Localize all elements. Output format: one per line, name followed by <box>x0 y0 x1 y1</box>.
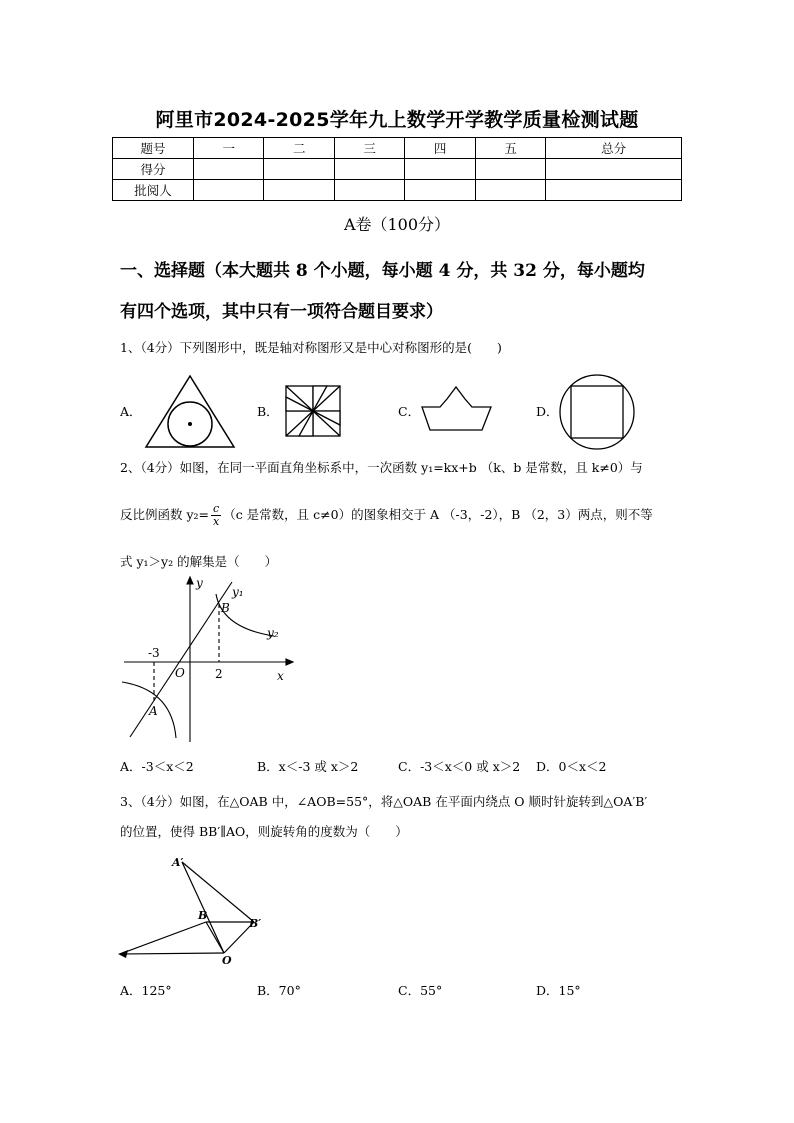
header-cell: 二 <box>264 138 334 159</box>
q2-option-b[interactable]: B．x＜-3 或 x＞2 <box>257 759 359 774</box>
c-over-x-fraction <box>211 503 221 528</box>
point-o-label: O <box>222 954 232 967</box>
segment-a1b1 <box>182 862 254 922</box>
page-title: 阿里市2024-2025学年九上数学开学教学质量检测试题 <box>155 109 639 131</box>
header-cell: 总分 <box>546 138 682 159</box>
tick-label-neg3: -3 <box>148 646 160 660</box>
score-cell[interactable] <box>546 180 682 201</box>
q3-option-d[interactable]: D．15° <box>536 983 581 998</box>
point-b-label: B <box>198 909 208 922</box>
point-a-marker <box>118 950 128 958</box>
score-cell[interactable] <box>334 180 404 201</box>
score-cell[interactable] <box>194 180 264 201</box>
header-cell: 题号 <box>113 138 194 159</box>
point-b1-label: B′ <box>249 917 262 930</box>
header-cell: 四 <box>405 138 475 159</box>
q1-figure-c <box>420 385 495 433</box>
y-axis-label: y <box>196 576 203 590</box>
q1-option-c-label[interactable]: C． <box>398 404 421 419</box>
point-a-label: A <box>149 704 158 718</box>
square-shape <box>571 386 623 438</box>
q2-line2 <box>120 498 690 532</box>
origin-label: O <box>175 666 185 680</box>
y2-label: y₂ <box>267 626 279 640</box>
point-a1-label: A′ <box>172 856 184 869</box>
header-cell: 三 <box>334 138 404 159</box>
score-cell[interactable] <box>194 159 264 180</box>
q2-option-a[interactable]: A．-3＜x＜2 <box>120 759 194 774</box>
q3-line1: 3、（4分）如图，在△OAB 中，∠AOB=55°，将△OAB 在平面内绕点 O 顺时针旋转到△OA′B′ <box>120 794 648 809</box>
score-table <box>112 137 682 201</box>
triangle-shape <box>146 376 234 447</box>
score-table-header-row <box>113 138 682 159</box>
row-label: 批阅人 <box>113 180 194 201</box>
segment-ao <box>120 953 224 954</box>
q3-option-c[interactable]: C．55° <box>398 983 443 998</box>
x-axis-arrow <box>286 659 293 665</box>
score-cell[interactable] <box>475 180 545 201</box>
fraction-denominator: x <box>213 515 220 528</box>
fraction-numerator: c <box>213 502 220 515</box>
score-cell[interactable] <box>264 180 334 201</box>
q1-figure-d <box>557 372 637 452</box>
center-dot <box>188 422 192 426</box>
q1-option-d-label[interactable]: D． <box>536 404 559 419</box>
score-cell[interactable] <box>475 159 545 180</box>
q2-graph <box>118 574 298 746</box>
q3-option-b[interactable]: B．70° <box>257 983 301 998</box>
row-label: 得分 <box>113 159 194 180</box>
q2-line2-prefix: 反比例函数 y₂= <box>120 507 210 522</box>
header-cell: 五 <box>475 138 545 159</box>
q2-line1: 2、（4分）如图，在同一平面直角坐标系中，一次函数 y₁=kx+b （k、b 是常数，且 k≠0）与 <box>120 460 643 475</box>
score-table-row <box>113 159 682 180</box>
part1-title-line1: 一、选择题（本大题共 8 个小题，每小题 4 分，共 32 分，每小题均 <box>120 261 645 281</box>
segment-ab <box>120 922 206 954</box>
q1-figure-b <box>283 383 343 439</box>
segment-a1o <box>182 862 224 953</box>
line-y1 <box>130 582 232 737</box>
point-b-label: B <box>221 601 230 615</box>
q1-stem: 1、（4分）下列图形中，既是轴对称图形又是中心对称图形的是( ) <box>120 340 502 355</box>
score-cell[interactable] <box>264 159 334 180</box>
q3-option-a[interactable]: A．125° <box>120 983 172 998</box>
y1-label: y₁ <box>232 585 244 599</box>
header-cell: 一 <box>194 138 264 159</box>
q2-option-c[interactable]: C．-3＜x＜0 或 x＞2 <box>398 759 521 774</box>
q2-option-d[interactable]: D．0＜x＜2 <box>536 759 607 774</box>
y-axis-arrow <box>187 577 193 584</box>
q3-line2: 的位置，使得 BB′∥AO，则旋转角的度数为（ ） <box>120 824 408 839</box>
q1-option-b-label[interactable]: B． <box>257 404 279 419</box>
score-cell[interactable] <box>334 159 404 180</box>
q1-figure-a <box>140 372 240 452</box>
score-cell[interactable] <box>405 159 475 180</box>
boat-shape <box>422 387 491 430</box>
q1-option-a-label[interactable]: A． <box>120 404 142 419</box>
score-table-row <box>113 180 682 201</box>
tick-label-2: 2 <box>215 667 223 681</box>
score-cell[interactable] <box>546 159 682 180</box>
score-cell[interactable] <box>405 180 475 201</box>
x-axis-label: x <box>277 669 284 683</box>
q3-figure <box>114 850 274 968</box>
q2-line3: 式 y₁＞y₂ 的解集是（ ） <box>120 554 278 569</box>
section-a-heading: A卷（100分） <box>343 215 451 234</box>
q2-line2-suffix: （c 是常数，且 c≠0）的图象相交于 A （-3，-2），B （2，3）两点，则不等 <box>223 507 653 522</box>
part1-title-line2: 有四个选项，其中只有一项符合题目要求） <box>120 302 443 322</box>
